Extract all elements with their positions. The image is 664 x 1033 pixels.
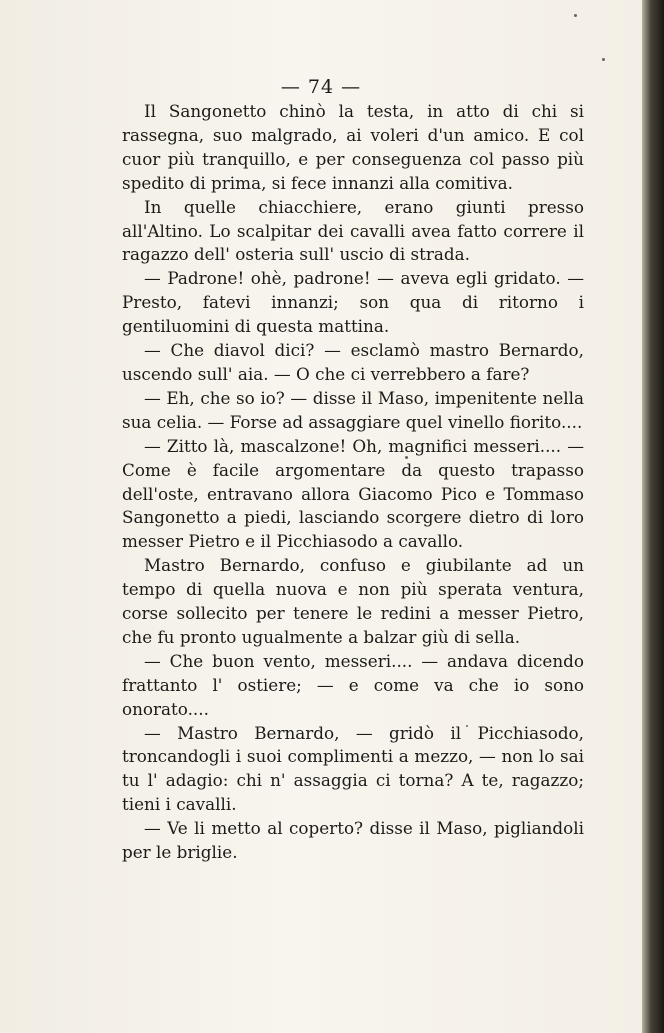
paragraph-10: — Ve li metto al coperto? disse il Maso, pigliandoli per le briglie. — [122, 818, 584, 863]
paragraph-1: Il Sangonetto chinò la testa, in atto di chi si rassegna, suo malgrado, ai voleri d'un amico. E col cuor più tranquillo, e per conseguenza col passo più spedito di prima, si fece innanzi alla comitiva. — [122, 101, 584, 193]
body-text — [122, 100, 584, 865]
paragraph-5: — Eh, che so io? — disse il Maso, impenitente nella sua celia. — Forse ad assaggiare quel vinello fiorito.... — [122, 387, 584, 432]
paragraph-8: — Che buon vento, messeri.... — andava dicendo frattanto l' ostiere; — e come va che io sono onorato.... — [122, 650, 584, 719]
paragraph-9: — Mastro Bernardo, — gridò il Picchiasodo, troncandogli i suoi complimenti a mezzo, — non lo sai tu l' adagio: chi n' assaggia ci torna? A te, ragazzo; tieni i cavalli. — [122, 722, 584, 815]
binding-shadow — [642, 0, 664, 1033]
paragraph-4: — Che diavol dici? — esclamò mastro Bernardo, uscendo sull' aia. — O che ci verrebbero a fare? — [122, 340, 584, 384]
paragraph-2: In quelle chiacchiere, erano giunti presso all'Altino. Lo scalpitar dei cavalli avea fatto correre il ragazzo dell' osteria sull' uscio di strada. — [122, 196, 584, 265]
print-speck — [574, 14, 577, 17]
print-speck — [602, 58, 605, 61]
paragraph-7: Mastro Bernardo, confuso e giubilante ad un tempo di quella nuova e non più sperata ventura, corse sollecito per tenere le redini a messer Pietro, che fu pronto ugualmente a balzar giù di sella. — [122, 555, 584, 647]
page-number: — 74 — — [280, 76, 362, 98]
paragraph-3: — Padrone! ohè, padrone! — aveva egli gridato. — Presto, fatevi innanzi; son qua di ritorno i gentiluomini di questa mattina. — [122, 268, 584, 337]
paragraph-6: — Zitto là, mascalzone! Oh, magnifici messeri.... — Come è facile argomentare da questo trapasso dell'oste, entravano allora Giacomo Pico e Tommaso Sangonetto a piedi, lasciando scorgere dietro di loro messer Pietro e il Picchiasodo a cavallo. — [122, 435, 584, 552]
